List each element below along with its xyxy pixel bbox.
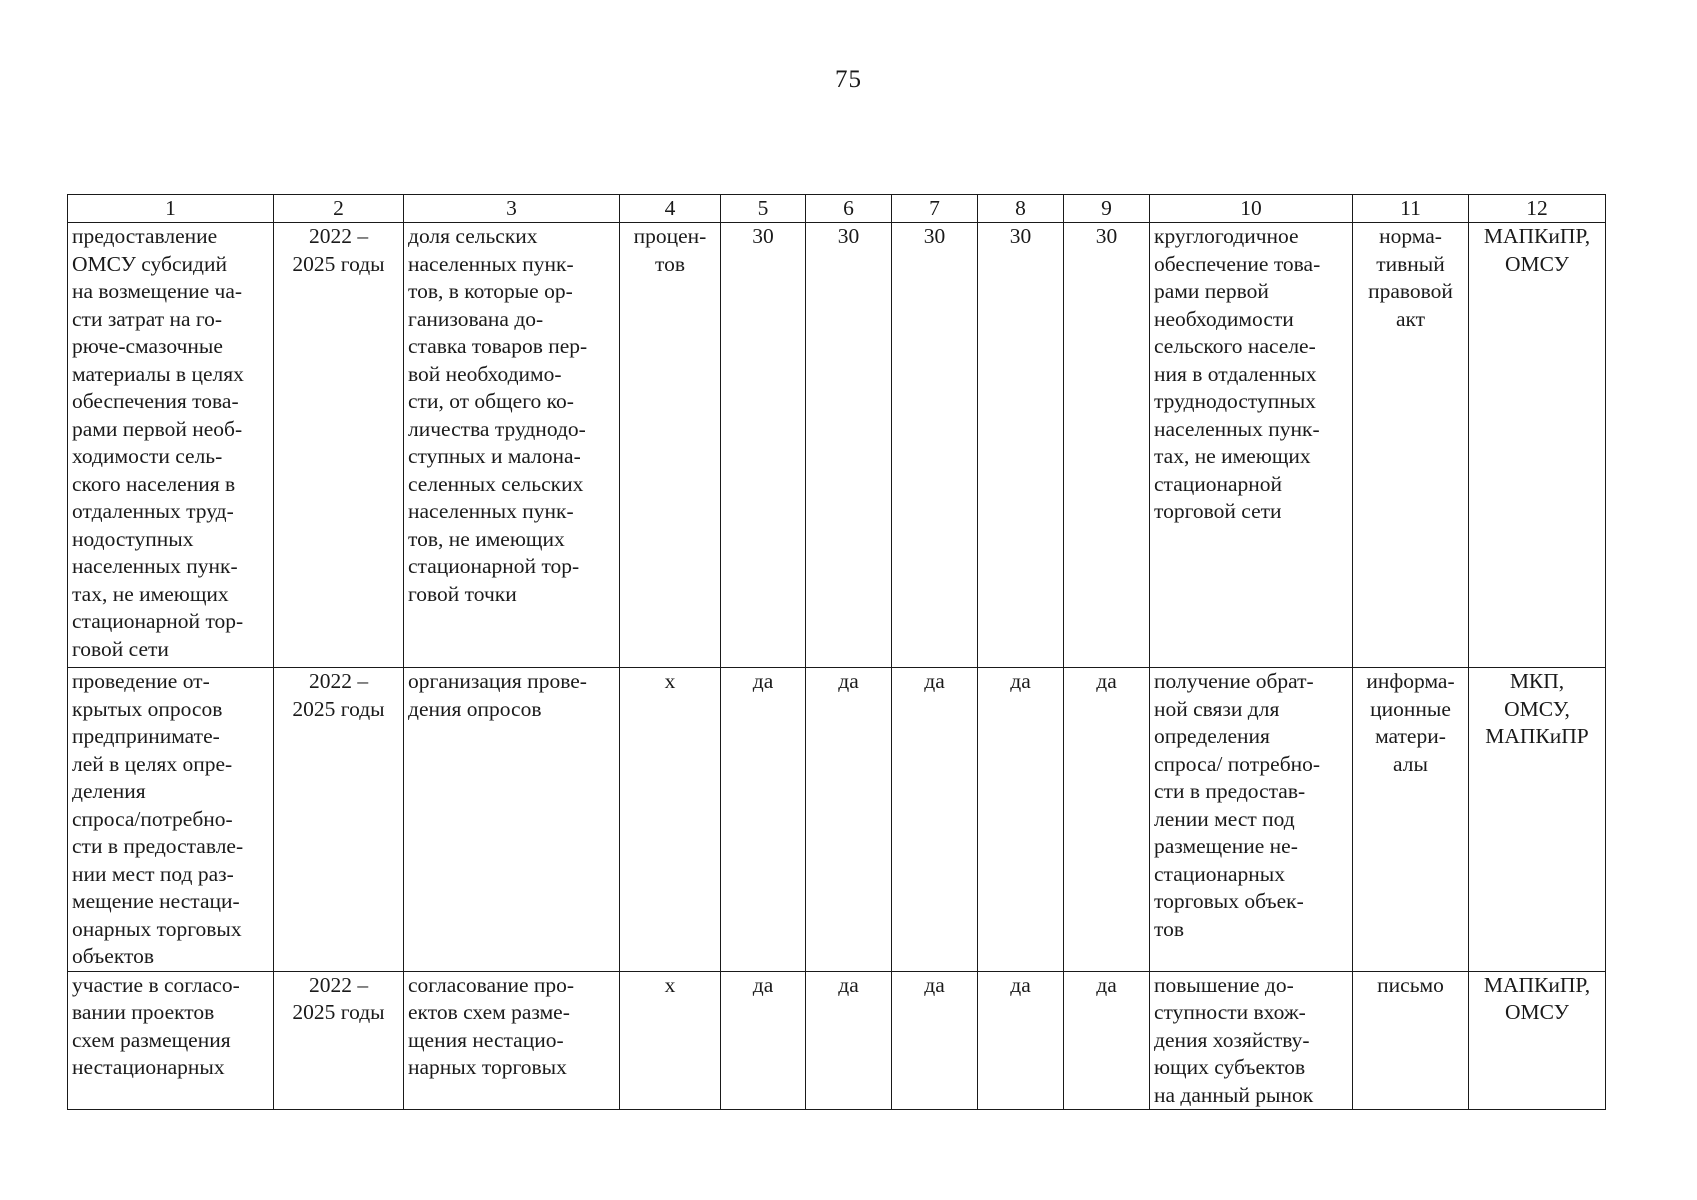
- column-number: 5: [721, 195, 806, 223]
- column-number: 9: [1064, 195, 1150, 223]
- period-cell: 2022 – 2025 годы: [274, 971, 404, 1110]
- unit-cell: х: [620, 668, 721, 972]
- measure-name-cell: участие в согласо- вании проектов схем размещения нестационарных: [68, 971, 274, 1110]
- value-cell: да: [806, 668, 892, 972]
- value-cell: да: [721, 971, 806, 1110]
- value-cell: 30: [1064, 223, 1150, 668]
- document-type-cell: норма- тивный правовой акт: [1353, 223, 1469, 668]
- column-number: 3: [404, 195, 620, 223]
- result-cell: получение обрат- ной связи для определения спроса/ потребно- сти в предостав- лении мест под размещение не- стационарных торговых объек- тов: [1150, 668, 1353, 972]
- value-cell: 30: [721, 223, 806, 668]
- column-number: 8: [978, 195, 1064, 223]
- period-cell: 2022 – 2025 годы: [274, 668, 404, 972]
- indicator-cell: согласование про- ектов схем разме- щения нестацио- нарных торговых: [404, 971, 620, 1110]
- program-measures-table: [67, 194, 1606, 1110]
- column-number: 4: [620, 195, 721, 223]
- value-cell: 30: [806, 223, 892, 668]
- table-row: [68, 223, 1606, 668]
- value-cell: 30: [892, 223, 978, 668]
- value-cell: да: [806, 971, 892, 1110]
- column-number-row: [68, 195, 1606, 223]
- column-number: 10: [1150, 195, 1353, 223]
- value-cell: да: [978, 971, 1064, 1110]
- column-number: 6: [806, 195, 892, 223]
- responsible-cell: МАПКиПР, ОМСУ: [1469, 971, 1606, 1110]
- measure-name-cell: проведение от- крытых опросов предпринимате- лей в целях опре- деления спроса/потребно- сти в предоставле- нии мест под раз- мещение нестаци- онарных торговых объектов: [68, 668, 274, 972]
- unit-cell: х: [620, 971, 721, 1110]
- value-cell: 30: [978, 223, 1064, 668]
- document-type-cell: письмо: [1353, 971, 1469, 1110]
- value-cell: да: [978, 668, 1064, 972]
- value-cell: да: [1064, 971, 1150, 1110]
- document-type-cell: информа- ционные матери- алы: [1353, 668, 1469, 972]
- result-cell: круглогодичное обеспечение това- рами первой необходимости сельского населе- ния в отдаленных труднодоступных населенных пунк- тах, не имеющих стационарной торговой сети: [1150, 223, 1353, 668]
- page-number: 75: [835, 66, 862, 93]
- measure-name-cell: предоставление ОМСУ субсидий на возмещение ча- сти затрат на го- рюче-смазочные материалы в целях обеспечения това- рами первой необ- ходимости сель- ского населения в отдаленных труд- нодоступных населенных пунк- тах, не имеющих стационарной тор- говой сети: [68, 223, 274, 668]
- unit-cell: процен- тов: [620, 223, 721, 668]
- value-cell: да: [721, 668, 806, 972]
- column-number: 7: [892, 195, 978, 223]
- responsible-cell: МКП, ОМСУ, МАПКиПР: [1469, 668, 1606, 972]
- value-cell: да: [892, 971, 978, 1110]
- value-cell: да: [892, 668, 978, 972]
- indicator-cell: организация прове- дения опросов: [404, 668, 620, 972]
- column-number: 11: [1353, 195, 1469, 223]
- column-number: 1: [68, 195, 274, 223]
- column-number: 12: [1469, 195, 1606, 223]
- responsible-cell: МАПКиПР, ОМСУ: [1469, 223, 1606, 668]
- result-cell: повышение до- ступности вхож- дения хозяйству- ющих субъектов на данный рынок: [1150, 971, 1353, 1110]
- table-row: [68, 668, 1606, 972]
- value-cell: да: [1064, 668, 1150, 972]
- table-row: [68, 971, 1606, 1110]
- column-number: 2: [274, 195, 404, 223]
- period-cell: 2022 – 2025 годы: [274, 223, 404, 668]
- indicator-cell: доля сельских населенных пунк- тов, в которые ор- ганизована до- ставка товаров пер- вой необходимо- сти, от общего ко- личества труднодо- ступных и малона- селенных сельских населенных пунк- тов, не имеющих стационарной тор- говой точки: [404, 223, 620, 668]
